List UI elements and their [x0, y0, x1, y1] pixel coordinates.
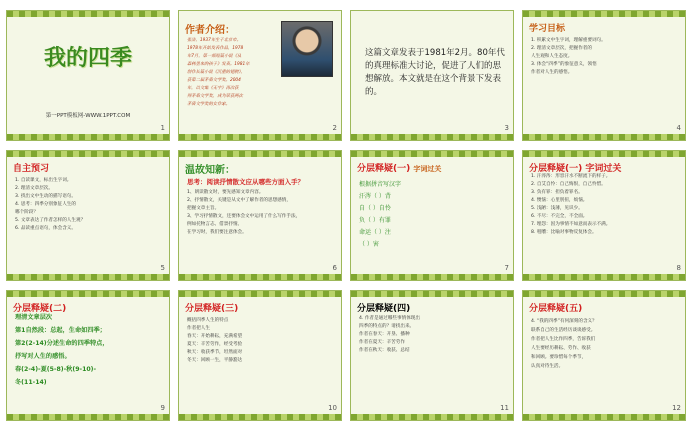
slide-number: 11 [500, 404, 509, 412]
slide-number: 5 [160, 264, 165, 272]
slide-thumbnail-9[interactable] [6, 290, 170, 421]
slide-body: 1、朗读散文时，要先感知文章内容。 2、抒情散文，关键是从文中了解作者的思想感情， 把握文章主旨。 3、学习抒情散文，还要体会文中运用了什么写作手法， 例如托物言志、借景抒情。 在学习时，我们要注意体会。 [187, 190, 301, 235]
slide-body: 理清文章层次 第1自然段：总起，生命如四季； 第2(2-14)分述生命的四季特点， 抒写对人生的感悟。 春(2-4)-夏(5-8)-秋(9-10)- 冬(11-14) [15, 314, 109, 386]
slide-title: 我的四季 [43, 45, 132, 71]
slide-thumbnail-8[interactable] [522, 150, 686, 281]
slide-number: 3 [504, 124, 509, 132]
slide-subtitle: 字词过关 [413, 165, 442, 173]
slide-number: 2 [332, 124, 337, 132]
slide-footer-bar [7, 134, 169, 140]
slide-footer: 第一PPT模板网-WWW.1PPT.COM [45, 113, 131, 119]
slide-header-bar [7, 11, 169, 17]
slide-header-bar [7, 291, 169, 297]
slide-thumbnail-6[interactable] [178, 150, 342, 281]
slide-title: 分层释疑(一) 字词过关 [529, 164, 622, 174]
slide-title: 分层释疑(三) [185, 304, 239, 314]
slide-body: 1. 汗涔涔：形容汗水不断流下的样子。 2. 自艾自怜：自己悔恨，自己怜惜。 3. 负有罪：担负着罪名。 4. 懊恼：心里别扭，烦恼。 5. 浅陋：浅薄，见识少。 6. 不尽：不完全，不全面。 7. 埋怨：因为事情不如意而表示不满。 8. 咀嚼：比喻对事物反复体会。 [531, 174, 611, 235]
slide-question: 思考：阅读抒情散文应从哪些方面入手？ [187, 178, 304, 186]
slide-thumbnail-11[interactable] [350, 290, 514, 421]
slide-body: 1. 积累文中生字词，理解重要词句。 2. 理清文章层次，把握作者的 人生观和人生态度。 3. 体会“四季”的象征意义，领悟 作者对人生的感悟。 [531, 38, 606, 75]
slide-footer-bar [351, 414, 513, 420]
slide-header-bar [351, 291, 513, 297]
slide-title: 温故知新： [185, 165, 235, 176]
slide-body: 4. 作者是通过哪些事情体现出 四季的特点的？请找出来。 作者在春天：开垦、播种 作者在夏天：辛苦劳作 作者在秋天：收获、总结 [359, 316, 420, 353]
slide-number: 7 [504, 264, 509, 272]
slide-title: 分层释疑(四) [357, 304, 411, 314]
slide-thumbnail-3[interactable] [350, 10, 514, 141]
slide-number: 10 [328, 404, 337, 412]
slide-header-bar [523, 151, 685, 157]
slide-thumbnail-7[interactable] [350, 150, 514, 281]
slide-number: 12 [672, 404, 681, 412]
slide-header-bar [179, 291, 341, 297]
slide-body: 根据拼音写汉字 汗涔（ ）背 自（ ）自怜 负（ ）有罪 命运（ ）注 （ ）害 [359, 181, 402, 248]
slide-footer-bar [351, 274, 513, 280]
slide-title: 学习目标 [529, 24, 566, 34]
slide-header-bar [7, 151, 169, 157]
slide-number: 4 [676, 124, 681, 132]
slide-body: 概括四季人生的特点 作者把人生 春天：开始耕耘，充满希望 夏天：辛苦劳作，经受考验 秋天：收获季节，坦然面对 冬天：回顾一生，平静豁达 [187, 318, 243, 363]
slide-thumbnail-4[interactable] [522, 10, 686, 141]
slide-title: 分层释疑(五) [529, 304, 583, 314]
slide-footer-bar [179, 274, 341, 280]
slide-footer-bar [179, 414, 341, 420]
slide-thumbnail-12[interactable] [522, 290, 686, 421]
slide-footer-bar [7, 274, 169, 280]
slide-footer-bar [7, 414, 169, 420]
slide-body: 1. 自读课文，标出生字词。 2. 理清文章层次。 3. 找出文中生动的描写语句。 4. 思考：四季分别象征人生的 哪个阶段？ 5. 文章表达了作者怎样的人生观？ 6. 品读重点语句，体会含义。 [15, 178, 86, 231]
slide-subtitle: 字词过关 [585, 164, 622, 174]
slide-title: 自主预习 [13, 164, 50, 174]
slide-footer-bar [523, 274, 685, 280]
slide-body: 张洁，1937年生于北京市。 1978年开始发表作品，1978 年7月，第一部短篇小说《从 森林里来的孩子》发表。1981年 创作长篇小说《沉重的翅膀》， 获第二届茅盾文学奖。2004 年，以文集《无字》再次获 得茅盾文学奖，成为荣获两次 茅盾文学奖的女作家。 [187, 38, 250, 107]
slide-number: 8 [676, 264, 681, 272]
slide-header-bar [523, 291, 685, 297]
slide-body: 这篇文章发表于1981年2月。80年代的真理标准大讨论，促进了人们的思想解放。本文就是在这个背景下发表的。 [365, 48, 505, 97]
slide-footer-bar [179, 134, 341, 140]
slide-header-bar [523, 11, 685, 17]
slide-thumbnail-5[interactable] [6, 150, 170, 281]
slide-footer-bar [351, 134, 513, 140]
slide-number: 6 [332, 264, 337, 272]
slide-thumbnail-1[interactable] [6, 10, 170, 141]
slide-header-bar [351, 151, 513, 157]
slide-header-bar [179, 151, 341, 157]
slide-title: 分层释疑(一) 字词过关 [357, 164, 442, 174]
slide-number: 1 [160, 124, 165, 132]
slide-title: 分层释疑(二) [13, 304, 67, 314]
slide-number: 9 [160, 404, 165, 412]
slide-footer-bar [523, 414, 685, 420]
slide-body: 4. “我的四季”有何深刻的含义？ 联系自己的生活经历谈谈感受。 作者把人生比作四季，告诉我们 人生要经历耕耘、劳作、收获 和回顾。要珍惜每个季节， 认真对待生活。 [531, 319, 597, 369]
slide-title: 作者介绍： [185, 25, 235, 36]
slide-thumbnail-2[interactable] [178, 10, 342, 141]
slide-footer-bar [523, 134, 685, 140]
author-photo [281, 21, 333, 77]
slide-thumbnail-10[interactable] [178, 290, 342, 421]
